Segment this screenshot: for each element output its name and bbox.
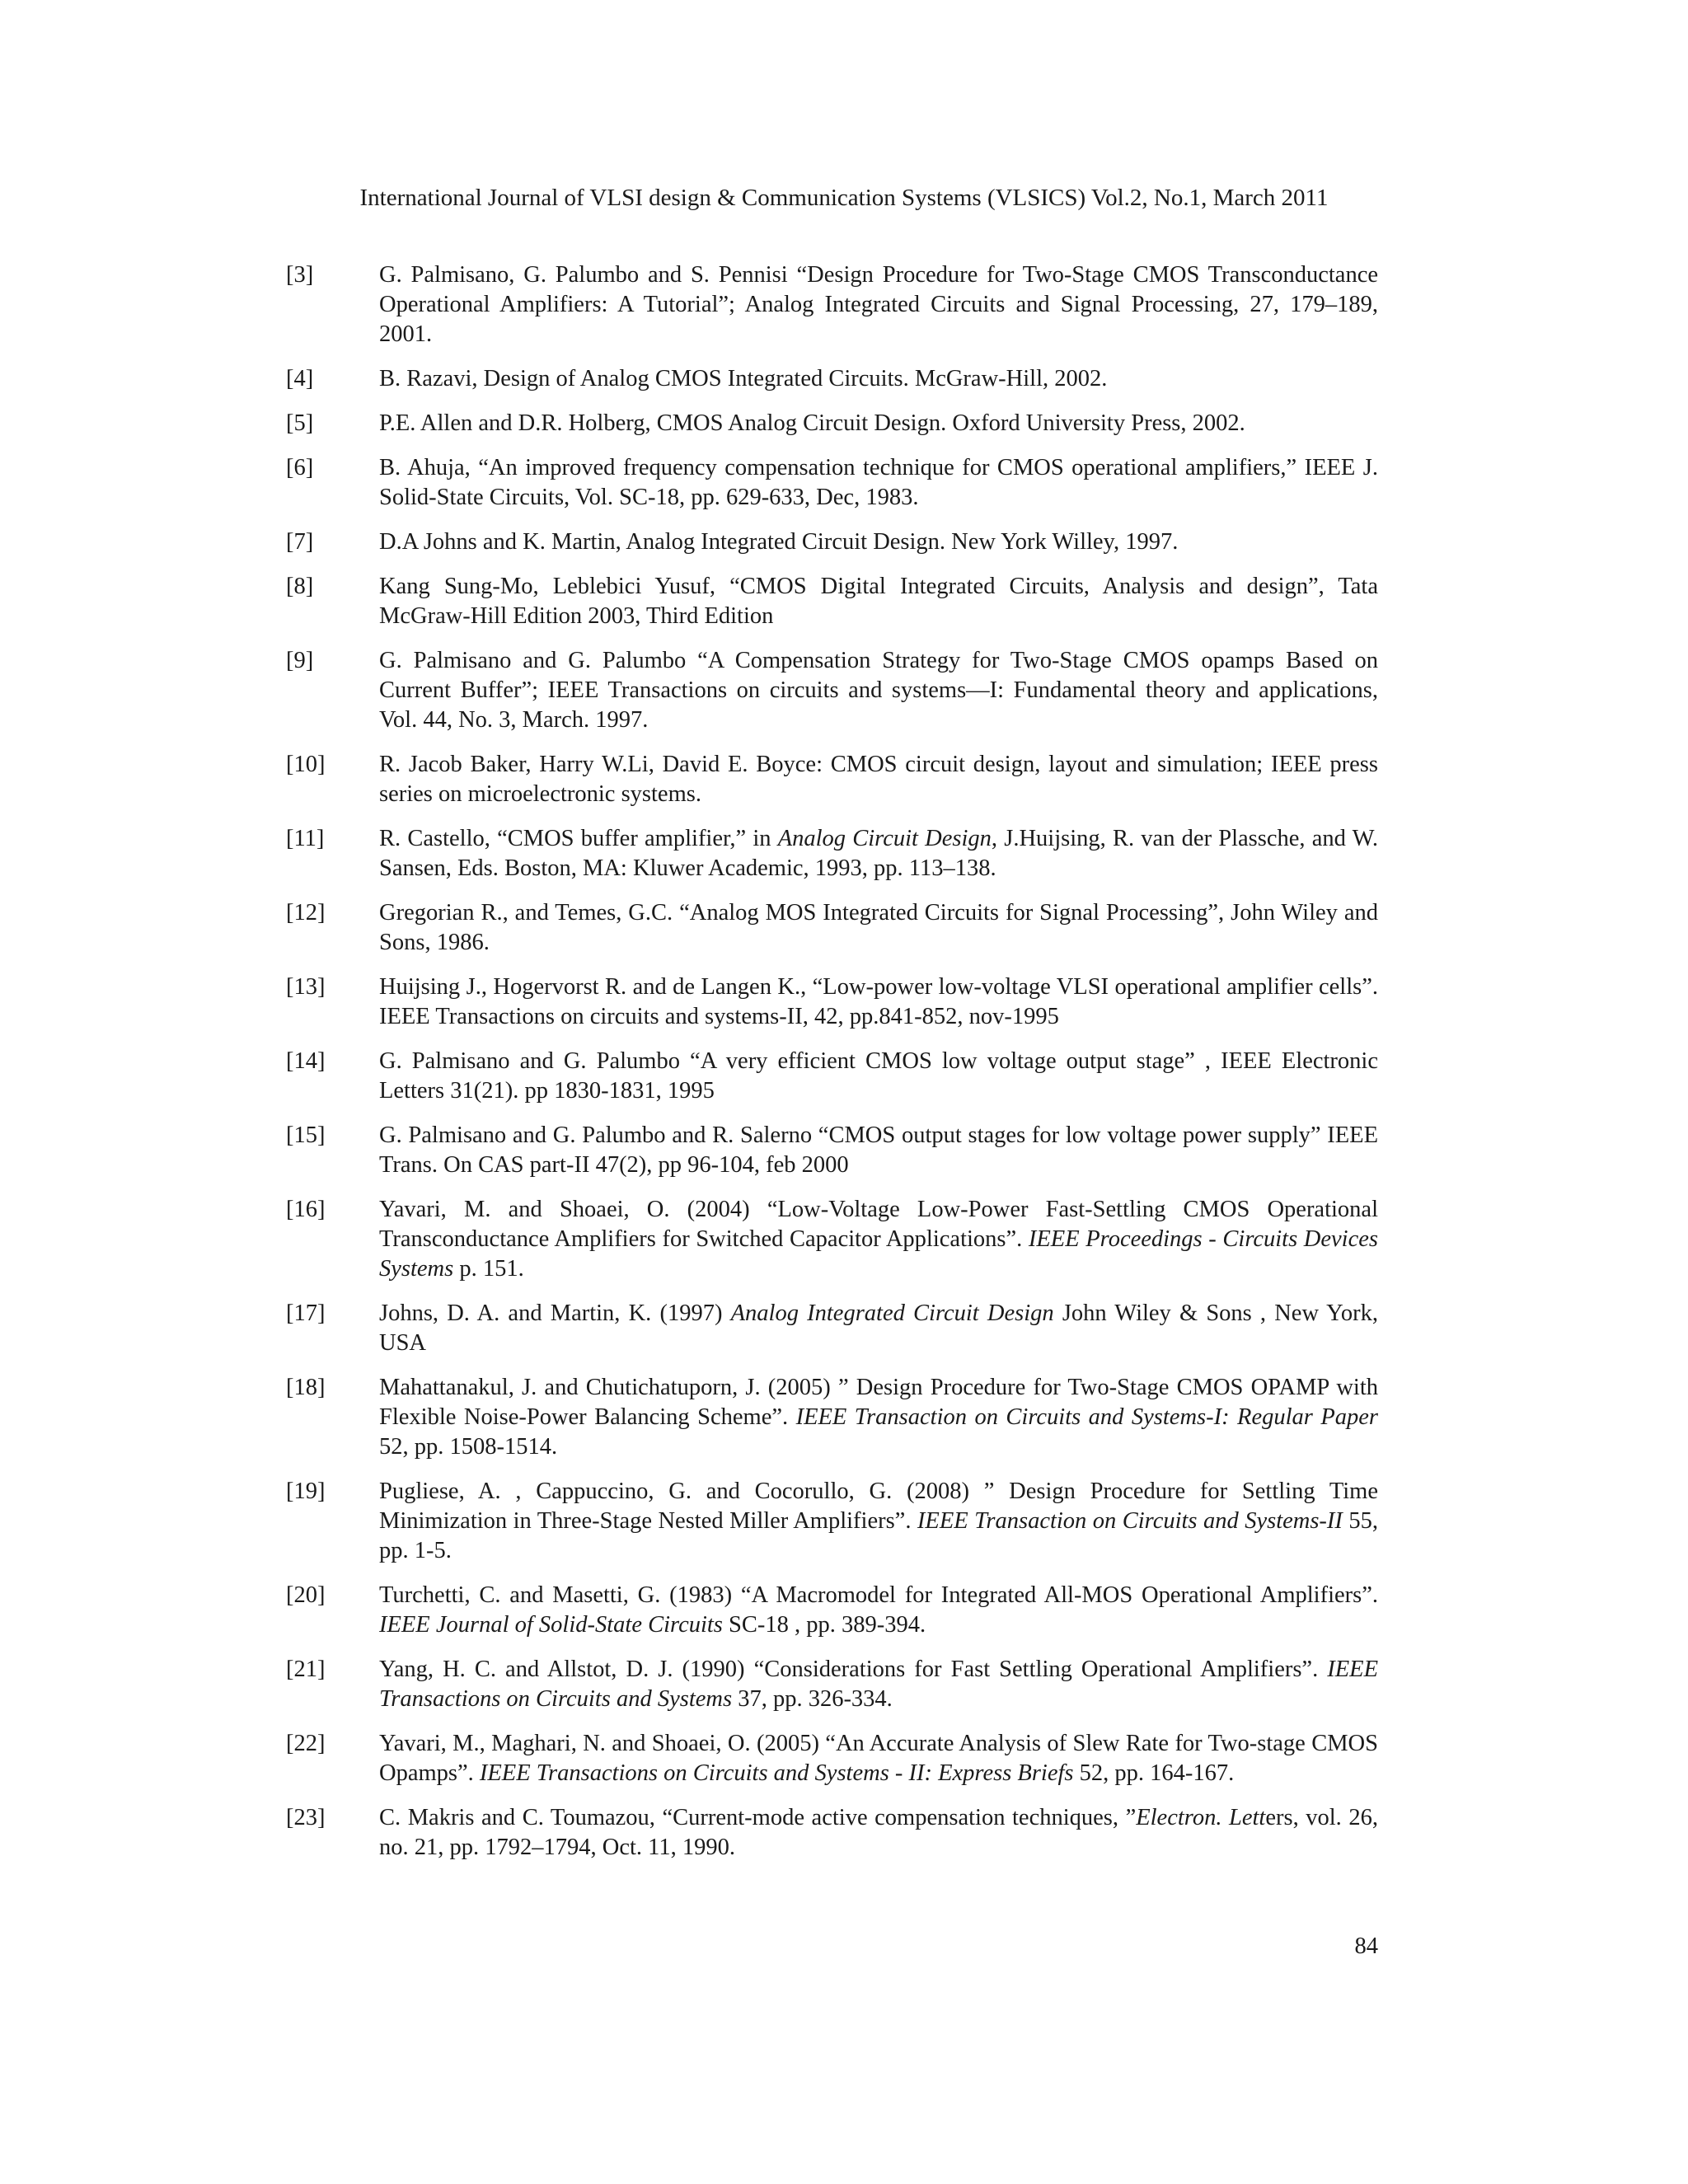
reference-number: [7]	[286, 529, 314, 555]
reference-italic-segment: Analog Circuit Design	[777, 826, 992, 851]
reference-italic-segment: IEEE Proceedings - Circuits Devices Systems	[379, 1226, 1378, 1282]
reference-item	[286, 1655, 1378, 1714]
reference-segment: 52, pp. 1508-1514.	[379, 1434, 558, 1460]
reference-number: [12]	[286, 900, 326, 926]
reference-segment: R. Jacob Baker, Harry W.Li, David E. Boyce: CMOS circuit design, layout and simulation; IEEE press series on microelectronic systems.	[379, 752, 1378, 807]
reference-text	[379, 260, 1378, 349]
reference-number: [21]	[286, 1657, 326, 1682]
reference-segment: Pugliese, A. , Cappuccino, G. and Cocorullo, G. (2008) ” Design Procedure for Settling Time Minimization in Three-Stage Nested Miller Amplifiers”.	[379, 1479, 1378, 1534]
reference-text	[379, 1477, 1378, 1566]
reference-segment: Turchetti, C. and Masetti, G. (1983) “A Macromodel for Integrated All-MOS Operational Amplifiers”.	[379, 1582, 1378, 1608]
reference-number: [4]	[286, 366, 314, 391]
reference-text	[379, 898, 1378, 958]
reference-item	[286, 1803, 1378, 1863]
reference-number: [23]	[286, 1805, 326, 1830]
reference-item	[286, 409, 1378, 438]
reference-italic-segment: IEEE Transaction on Circuits and Systems-I: Regular Paper	[795, 1404, 1378, 1430]
reference-number: [22]	[286, 1731, 326, 1756]
reference-item	[286, 972, 1378, 1032]
reference-item	[286, 453, 1378, 513]
reference-text	[379, 1581, 1378, 1640]
reference-segment: Yavari, M. and Shoaei, O. (2004) “Low-Voltage Low-Power Fast-Settling CMOS Operational Transconductance Amplifiers for Switched Capacitor Applications”.	[379, 1197, 1378, 1252]
reference-text	[379, 750, 1378, 809]
reference-segment: ers, vol. 26, no. 21, pp. 1792–1794, Oct. 11, 1990.	[379, 1805, 1378, 1860]
reference-text	[379, 1047, 1378, 1106]
reference-text	[379, 1195, 1378, 1284]
reference-segment: 37, pp. 326-334.	[732, 1686, 893, 1712]
reference-segment: 55, pp. 1-5.	[379, 1508, 1379, 1563]
reference-italic-segment: IEEE Transactions on Circuits and Systems	[379, 1657, 1378, 1712]
reference-segment: B. Razavi, Design of Analog CMOS Integrated Circuits. McGraw-Hill, 2002.	[379, 366, 1108, 391]
page-number: 84	[1354, 1933, 1378, 1959]
reference-item	[286, 898, 1378, 958]
reference-text	[379, 1299, 1378, 1358]
reference-text	[379, 527, 1378, 557]
reference-text	[379, 364, 1378, 394]
reference-item	[286, 824, 1378, 883]
reference-item	[286, 1047, 1378, 1106]
reference-text	[379, 572, 1378, 631]
reference-italic-segment: Electron. Lett	[1136, 1805, 1266, 1830]
reference-item	[286, 1299, 1378, 1358]
reference-number: [9]	[286, 648, 314, 673]
reference-text	[379, 1373, 1378, 1462]
reference-item	[286, 527, 1378, 557]
reference-number: [19]	[286, 1479, 326, 1504]
reference-text	[379, 824, 1378, 883]
reference-text	[379, 1729, 1378, 1788]
reference-segment: Mahattanakul, J. and Chutichatuporn, J. (2005) ” Design Procedure for Two-Stage CMOS OPAMP with Flexible Noise-Power Balancing Scheme”.	[379, 1375, 1378, 1430]
reference-number: [20]	[286, 1582, 326, 1608]
reference-number: [6]	[286, 455, 314, 480]
reference-text	[379, 453, 1378, 513]
reference-number: [10]	[286, 752, 326, 777]
reference-segment: Johns, D. A. and Martin, K. (1997)	[379, 1301, 731, 1326]
reference-segment: Gregorian R., and Temes, G.C. “Analog MOS Integrated Circuits for Signal Processing”, John Wiley and Sons, 1986.	[379, 900, 1378, 955]
reference-segment: G. Palmisano, G. Palumbo and S. Pennisi “Design Procedure for Two-Stage CMOS Transconductance Operational Amplifiers: A Tutorial”; Analog Integrated Circuits and Signal Processing, 27, 179–189, 2001.	[379, 262, 1378, 347]
reference-segment: Yang, H. C. and Allstot, D. J. (1990) “Considerations for Fast Settling Operational Amplifiers”.	[379, 1657, 1328, 1682]
reference-segment: p. 151.	[453, 1256, 524, 1282]
reference-text	[379, 1655, 1378, 1714]
reference-segment: Yavari, M., Maghari, N. and Shoaei, O. (2005) “An Accurate Analysis of Slew Rate for Two-stage CMOS Opamps”.	[379, 1731, 1378, 1786]
reference-text	[379, 972, 1378, 1032]
reference-segment: B. Ahuja, “An improved frequency compensation technique for CMOS operational amplifiers,” IEEE J. Solid-State Circuits, Vol. SC-18, pp. 629-633, Dec, 1983.	[379, 455, 1378, 510]
reference-segment: Kang Sung-Mo, Leblebici Yusuf, “CMOS Digital Integrated Circuits, Analysis and design”, Tata McGraw-Hill Edition 2003, Third Edition	[379, 574, 1378, 629]
reference-item	[286, 572, 1378, 631]
reference-item	[286, 1373, 1378, 1462]
reference-number: [17]	[286, 1301, 326, 1326]
reference-italic-segment: IEEE Transaction on Circuits and Systems-II	[917, 1508, 1343, 1534]
reference-segment: Huijsing J., Hogervorst R. and de Langen K., “Low-power low-voltage VLSI operational amplifier cells”. IEEE Transactions on circuits and systems-II, 42, pp.841-852, nov-1995	[379, 974, 1378, 1029]
reference-segment: D.A Johns and K. Martin, Analog Integrated Circuit Design. New York Willey, 1997.	[379, 529, 1179, 555]
reference-number: [3]	[286, 262, 314, 288]
reference-item	[286, 1581, 1378, 1640]
reference-italic-segment: IEEE Journal of Solid-State Circuits	[379, 1612, 723, 1638]
reference-number: [15]	[286, 1122, 326, 1148]
reference-segment: 52, pp. 164-167.	[1073, 1760, 1235, 1786]
reference-segment: G. Palmisano and G. Palumbo “A very efficient CMOS low voltage output stage” , IEEE Electronic Letters 31(21). pp 1830-1831, 1995	[379, 1048, 1378, 1104]
reference-number: [11]	[286, 826, 325, 851]
reference-number: [5]	[286, 410, 314, 436]
running-header: International Journal of VLSI design & Communication Systems (VLSICS) Vol.2, No.1, March 2011	[359, 185, 1329, 211]
reference-segment: , J.Huijsing, R. van der Plassche, and W. Sansen, Eds. Boston, MA: Kluwer Academic, 1993, pp. 113–138.	[379, 826, 1379, 881]
reference-item	[286, 364, 1378, 394]
reference-segment: P.E. Allen and D.R. Holberg, CMOS Analog Circuit Design. Oxford University Press, 2002.	[379, 410, 1245, 436]
reference-italic-segment: Analog Integrated Circuit Design	[730, 1301, 1054, 1326]
reference-item	[286, 260, 1378, 349]
reference-segment: G. Palmisano and G. Palumbo “A Compensation Strategy for Two-Stage CMOS opamps Based on Current Buffer”; IEEE Transactions on circuits and systems—I: Fundamental theory and applications, Vol. 44, No. 3, March. 1997.	[379, 648, 1378, 733]
reference-segment: SC-18 , pp. 389-394.	[722, 1612, 926, 1638]
reference-segment: C. Makris and C. Toumazou, “Current-mode active compensation techniques, ”	[379, 1805, 1137, 1830]
reference-item	[286, 1121, 1378, 1180]
reference-segment: R. Castello, “CMOS buffer amplifier,” in	[379, 826, 778, 851]
reference-number: [8]	[286, 574, 314, 599]
reference-text	[379, 646, 1378, 735]
reference-segment: John Wiley & Sons , New York, USA	[379, 1301, 1378, 1356]
reference-number: [18]	[286, 1375, 326, 1400]
reference-number: [13]	[286, 974, 326, 1000]
reference-item	[286, 1477, 1378, 1566]
reference-number: [16]	[286, 1197, 326, 1222]
reference-item	[286, 1729, 1378, 1788]
reference-list	[286, 260, 1378, 1877]
reference-italic-segment: IEEE Transactions on Circuits and Systems - II: Express Briefs	[479, 1760, 1074, 1786]
reference-number: [14]	[286, 1048, 326, 1074]
reference-text	[379, 1121, 1378, 1180]
reference-segment: G. Palmisano and G. Palumbo and R. Salerno “CMOS output stages for low voltage power supply” IEEE Trans. On CAS part-II 47(2), pp 96-104, feb 2000	[379, 1122, 1378, 1178]
reference-item	[286, 750, 1378, 809]
reference-text	[379, 409, 1378, 438]
reference-item	[286, 646, 1378, 735]
reference-text	[379, 1803, 1378, 1863]
reference-item	[286, 1195, 1378, 1284]
